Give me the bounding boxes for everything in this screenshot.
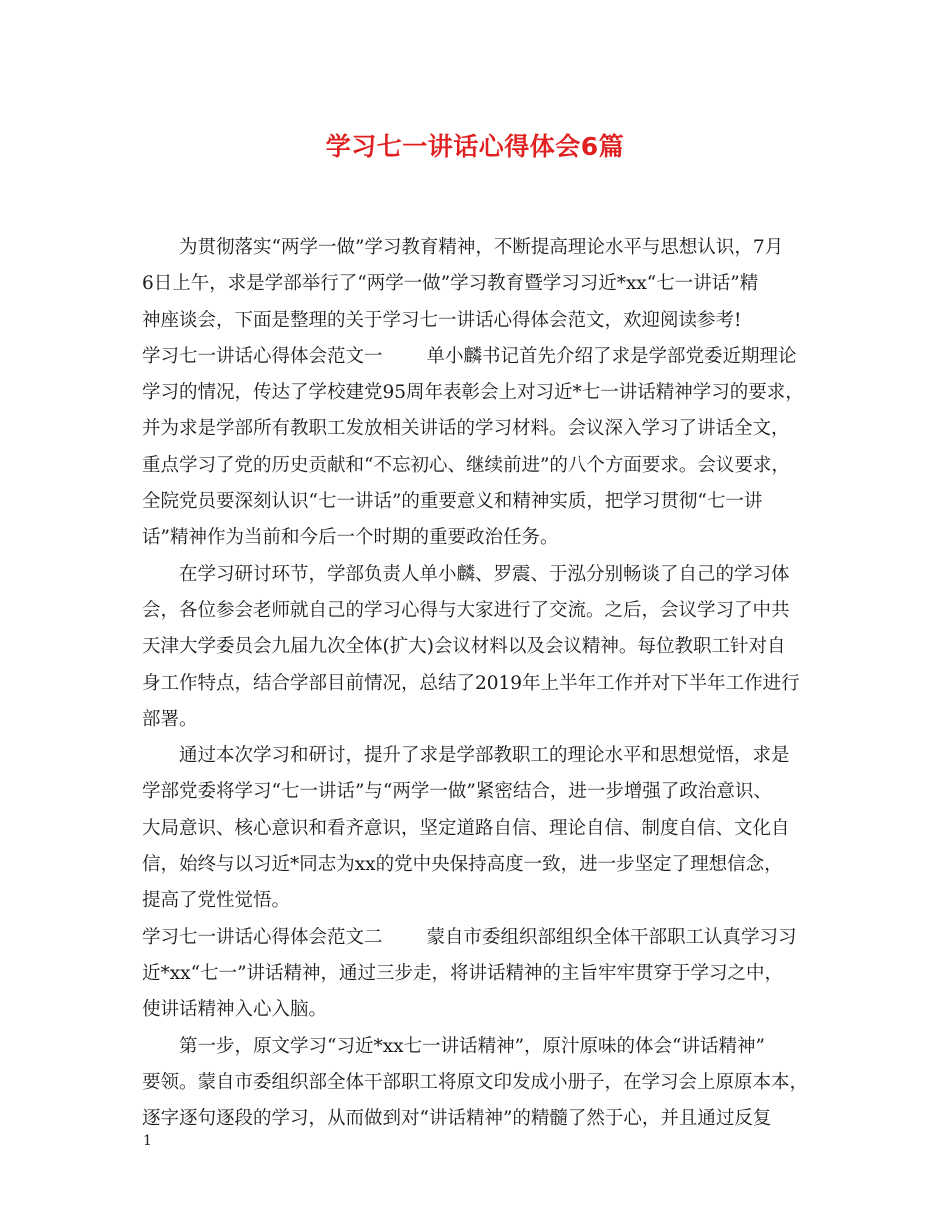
paragraph-line: 会，各位参会老师就自己的学习心得与大家进行了交流。之后，会议学习了中共: [142, 599, 790, 621]
section-title: 学习七一讲话心得体会范文一: [142, 345, 383, 367]
paragraph-line: 天津大学委员会九届九次全体(扩大)会议材料以及会议精神。每位教职工针对自: [142, 636, 786, 658]
paragraph-line: 身工作特点，结合学部目前情况，总结了2019年上半年工作并对下半年工作进行: [142, 672, 800, 694]
paragraph-line: 重点学习了党的历史贡献和“不忘初心、继续前进”的八个方面要求。会议要求，: [142, 454, 790, 476]
paragraph-text: 蒙自市委组织部组织全体干部职工认真学习习: [426, 926, 797, 948]
paragraph-line: 要领。蒙自市委组织部全体干部职工将原文印发成小册子，在学习会上原原本本，: [142, 1071, 809, 1093]
paragraph-line: 提高了党性觉悟。: [142, 890, 291, 912]
paragraph-line: 通过本次学习和研讨，提升了求是学部教职工的理论水平和思想觉悟，求是: [179, 745, 790, 767]
paragraph-line: 近*xx“七一”讲话精神，通过三步走，将讲话精神的主旨牢牢贯穿于学习之中，: [142, 962, 784, 984]
paragraph-line: 6日上午，求是学部举行了“两学一做”学习教育暨学习习近*xx“七一讲话”精: [142, 273, 759, 295]
page-number: 1: [143, 1133, 152, 1149]
paragraph-line: 信，始终与以习近*同志为xx的党中央保持高度一致，进一步坚定了理想信念，: [142, 854, 783, 876]
paragraph-line: 学部党委将学习“七一讲话”与“两学一做”紧密结合，进一步增强了政治意识、: [142, 781, 772, 803]
paragraph-line: 学习的情况，传达了学校建党95周年表彰会上对习近*七一讲话精神学习的要求，: [142, 382, 804, 404]
paragraph-line: 大局意识、核心意识和看齐意识，坚定道路自信、理论自信、制度自信、文化自: [142, 817, 790, 839]
paragraph-text: 单小麟书记首先介绍了求是学部党委近期理论: [426, 345, 797, 367]
paragraph-line: 第一步，原文学习“习近*xx七一讲话精神”，原汁原味的体会“讲话精神”: [179, 1035, 765, 1057]
section-heading-line: [142, 920, 826, 956]
paragraph-line: 使讲话精神入心入脑。: [142, 999, 328, 1021]
document-title: 学习七一讲话心得体会6篇: [325, 132, 625, 161]
paragraph-line: 话”精神作为当前和今后一个时期的重要政治任务。: [142, 527, 559, 549]
section-title: 学习七一讲话心得体会范文二: [142, 926, 383, 948]
document-body: [142, 230, 826, 1137]
paragraph-line: 为贯彻落实“两学一做”学习教育精神，不断提高理论水平与思想认识，7月: [179, 237, 784, 258]
paragraph-line: 逐字逐句逐段的学习，从而做到对“讲话精神”的精髓了然于心，并且通过反复: [142, 1108, 772, 1130]
paragraph-line: 在学习研讨环节，学部负责人单小麟、罗震、于泓分别畅谈了自己的学习体: [179, 563, 790, 585]
paragraph-line: 神座谈会，下面是整理的关于学习七一讲话心得体会范文，欢迎阅读参考!: [142, 309, 742, 331]
paragraph-line: 部署。: [142, 708, 198, 730]
section-heading-line: [142, 339, 826, 375]
paragraph-line: 全院党员要深刻认识“七一讲话”的重要意义和精神实质，把学习贯彻“七一讲: [142, 491, 763, 513]
paragraph-line: 并为求是学部所有教职工发放相关讲话的学习材料。会议深入学习了讲话全文，: [142, 418, 790, 440]
